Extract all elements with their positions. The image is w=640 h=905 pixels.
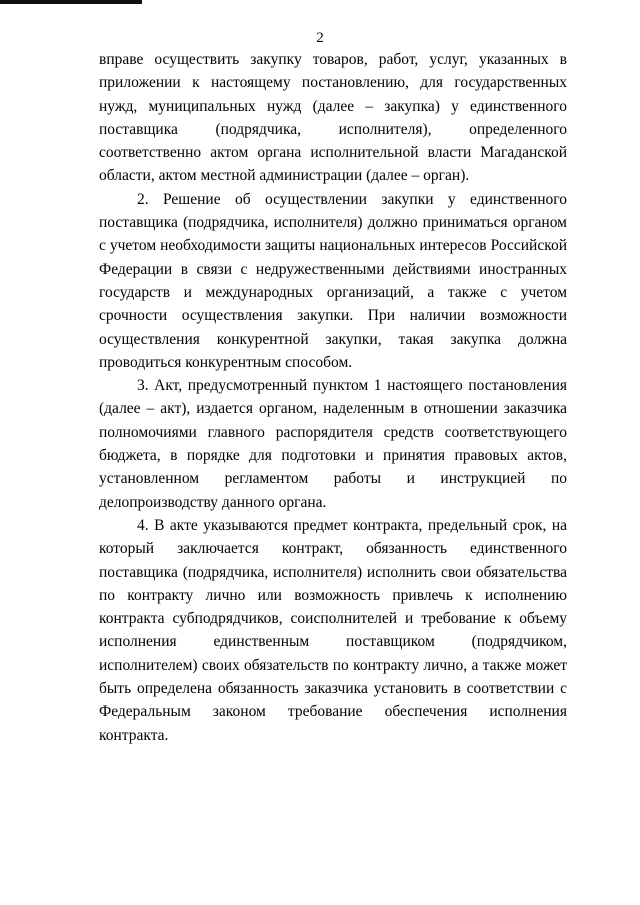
paragraph-item-4: 4. В акте указываются предмет контракта, предельный срок, на который заключается контракт, обязанность единственного поставщика (подрядчика, исполнителя) исполнить свои обязательства по контракту лично или возможность привлечь к исполнению контракта субподрядчиков, соисполнителей и требование к объему исполнения единственным поставщиком (подрядчиком, исполнителем) своих обязательств по контракту лично, а также может быть определена обязанность заказчика установить в соответствии с Федеральным законом требование обеспечения исполнения контракта. — [99, 516, 567, 744]
scan-edge-mark — [0, 0, 142, 4]
paragraph-continuation: вправе осуществить закупку товаров, работ, услуг, указанных в приложении к настоящему постановлению, для государственных нужд, муниципальных нужд (далее – закупка) у единственного поставщика (подрядчика, исполнителя), определенного соответственно актом органа исполнительной власти Магаданской области, актом местной администрации (далее – орган). — [99, 51, 567, 185]
page-number: 2 — [316, 30, 324, 46]
document-body — [99, 48, 567, 747]
paragraph-item-2: 2. Решение об осуществлении закупки у единственного поставщика (подрядчика, исполнителя) должно приниматься органом с учетом необходимости защиты национальных интересов Российской Федерации в связи с недружественными действиями иностранных государств и международных организаций, а также с учетом срочности осуществления закупки. При наличии возможности осуществления конкурентной закупки, такая закупка должна проводиться конкурентным способом. — [99, 190, 567, 371]
paragraph-item-3: 3. Акт, предусмотренный пунктом 1 настоящего постановления (далее – акт), издается органом, наделенным в отношении заказчика полномочиями главного распорядителя средств соответствующего бюджета, в порядке для подготовки и принятия правовых актов, установленном регламентом работы и инструкцией по делопроизводству данного органа. — [99, 377, 567, 511]
